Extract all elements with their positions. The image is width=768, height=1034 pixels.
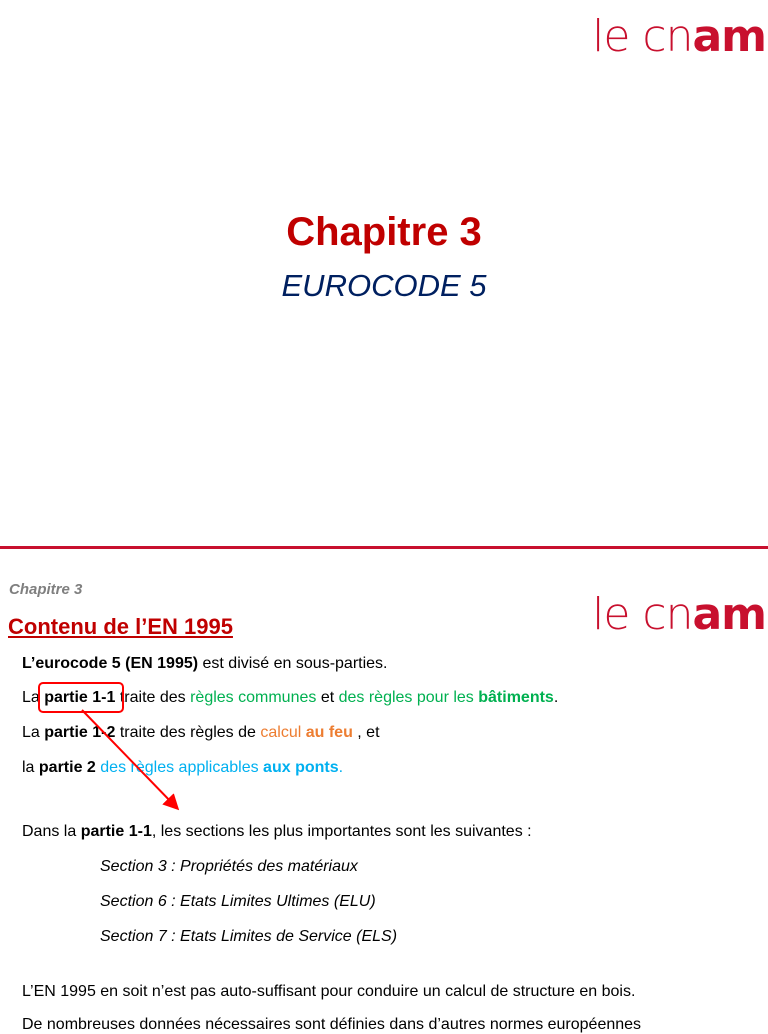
- red-arrow-icon: [70, 700, 190, 815]
- section-item: Section 3 : Propriétés des matériaux: [100, 858, 358, 875]
- cnam-logo: le cnam: [592, 589, 766, 640]
- section-title: Contenu de l’EN 1995: [8, 614, 233, 639]
- text-line-partie-1-2: La partie 1-2 traite des règles de calcul au feu , et: [22, 724, 380, 741]
- slide-title: Chapitre 3: [286, 210, 482, 254]
- section-item: Section 6 : Etats Limites Ultimes (ELU): [100, 893, 376, 910]
- text-line-normes: De nombreuses données nécessaires sont définies dans d’autres normes européennes: [22, 1016, 642, 1033]
- text-line-partie-2: la partie 2 des règles applicables aux ponts.: [22, 759, 344, 776]
- section-item: Section 7 : Etats Limites de Service (ELS): [100, 928, 398, 945]
- chapter-label: Chapitre 3: [9, 581, 83, 598]
- text-line-autosuffisant: L’EN 1995 en soit n’est pas auto-suffisant pour conduire un calcul de structure en bois.: [22, 983, 636, 1000]
- text-line-sections-intro: Dans la partie 1-1, les sections les plus importantes sont les suivantes :: [22, 823, 532, 840]
- text-line-partie-1-1: La partie 1-1 traite des règles communes et des règles pour les bâtiments.: [22, 689, 559, 706]
- text-line-intro: L’eurocode 5 (EN 1995) est divisé en sous-parties.: [22, 655, 388, 672]
- cnam-logo: le cnam: [592, 11, 766, 62]
- slide-subtitle: EUROCODE 5: [281, 268, 487, 303]
